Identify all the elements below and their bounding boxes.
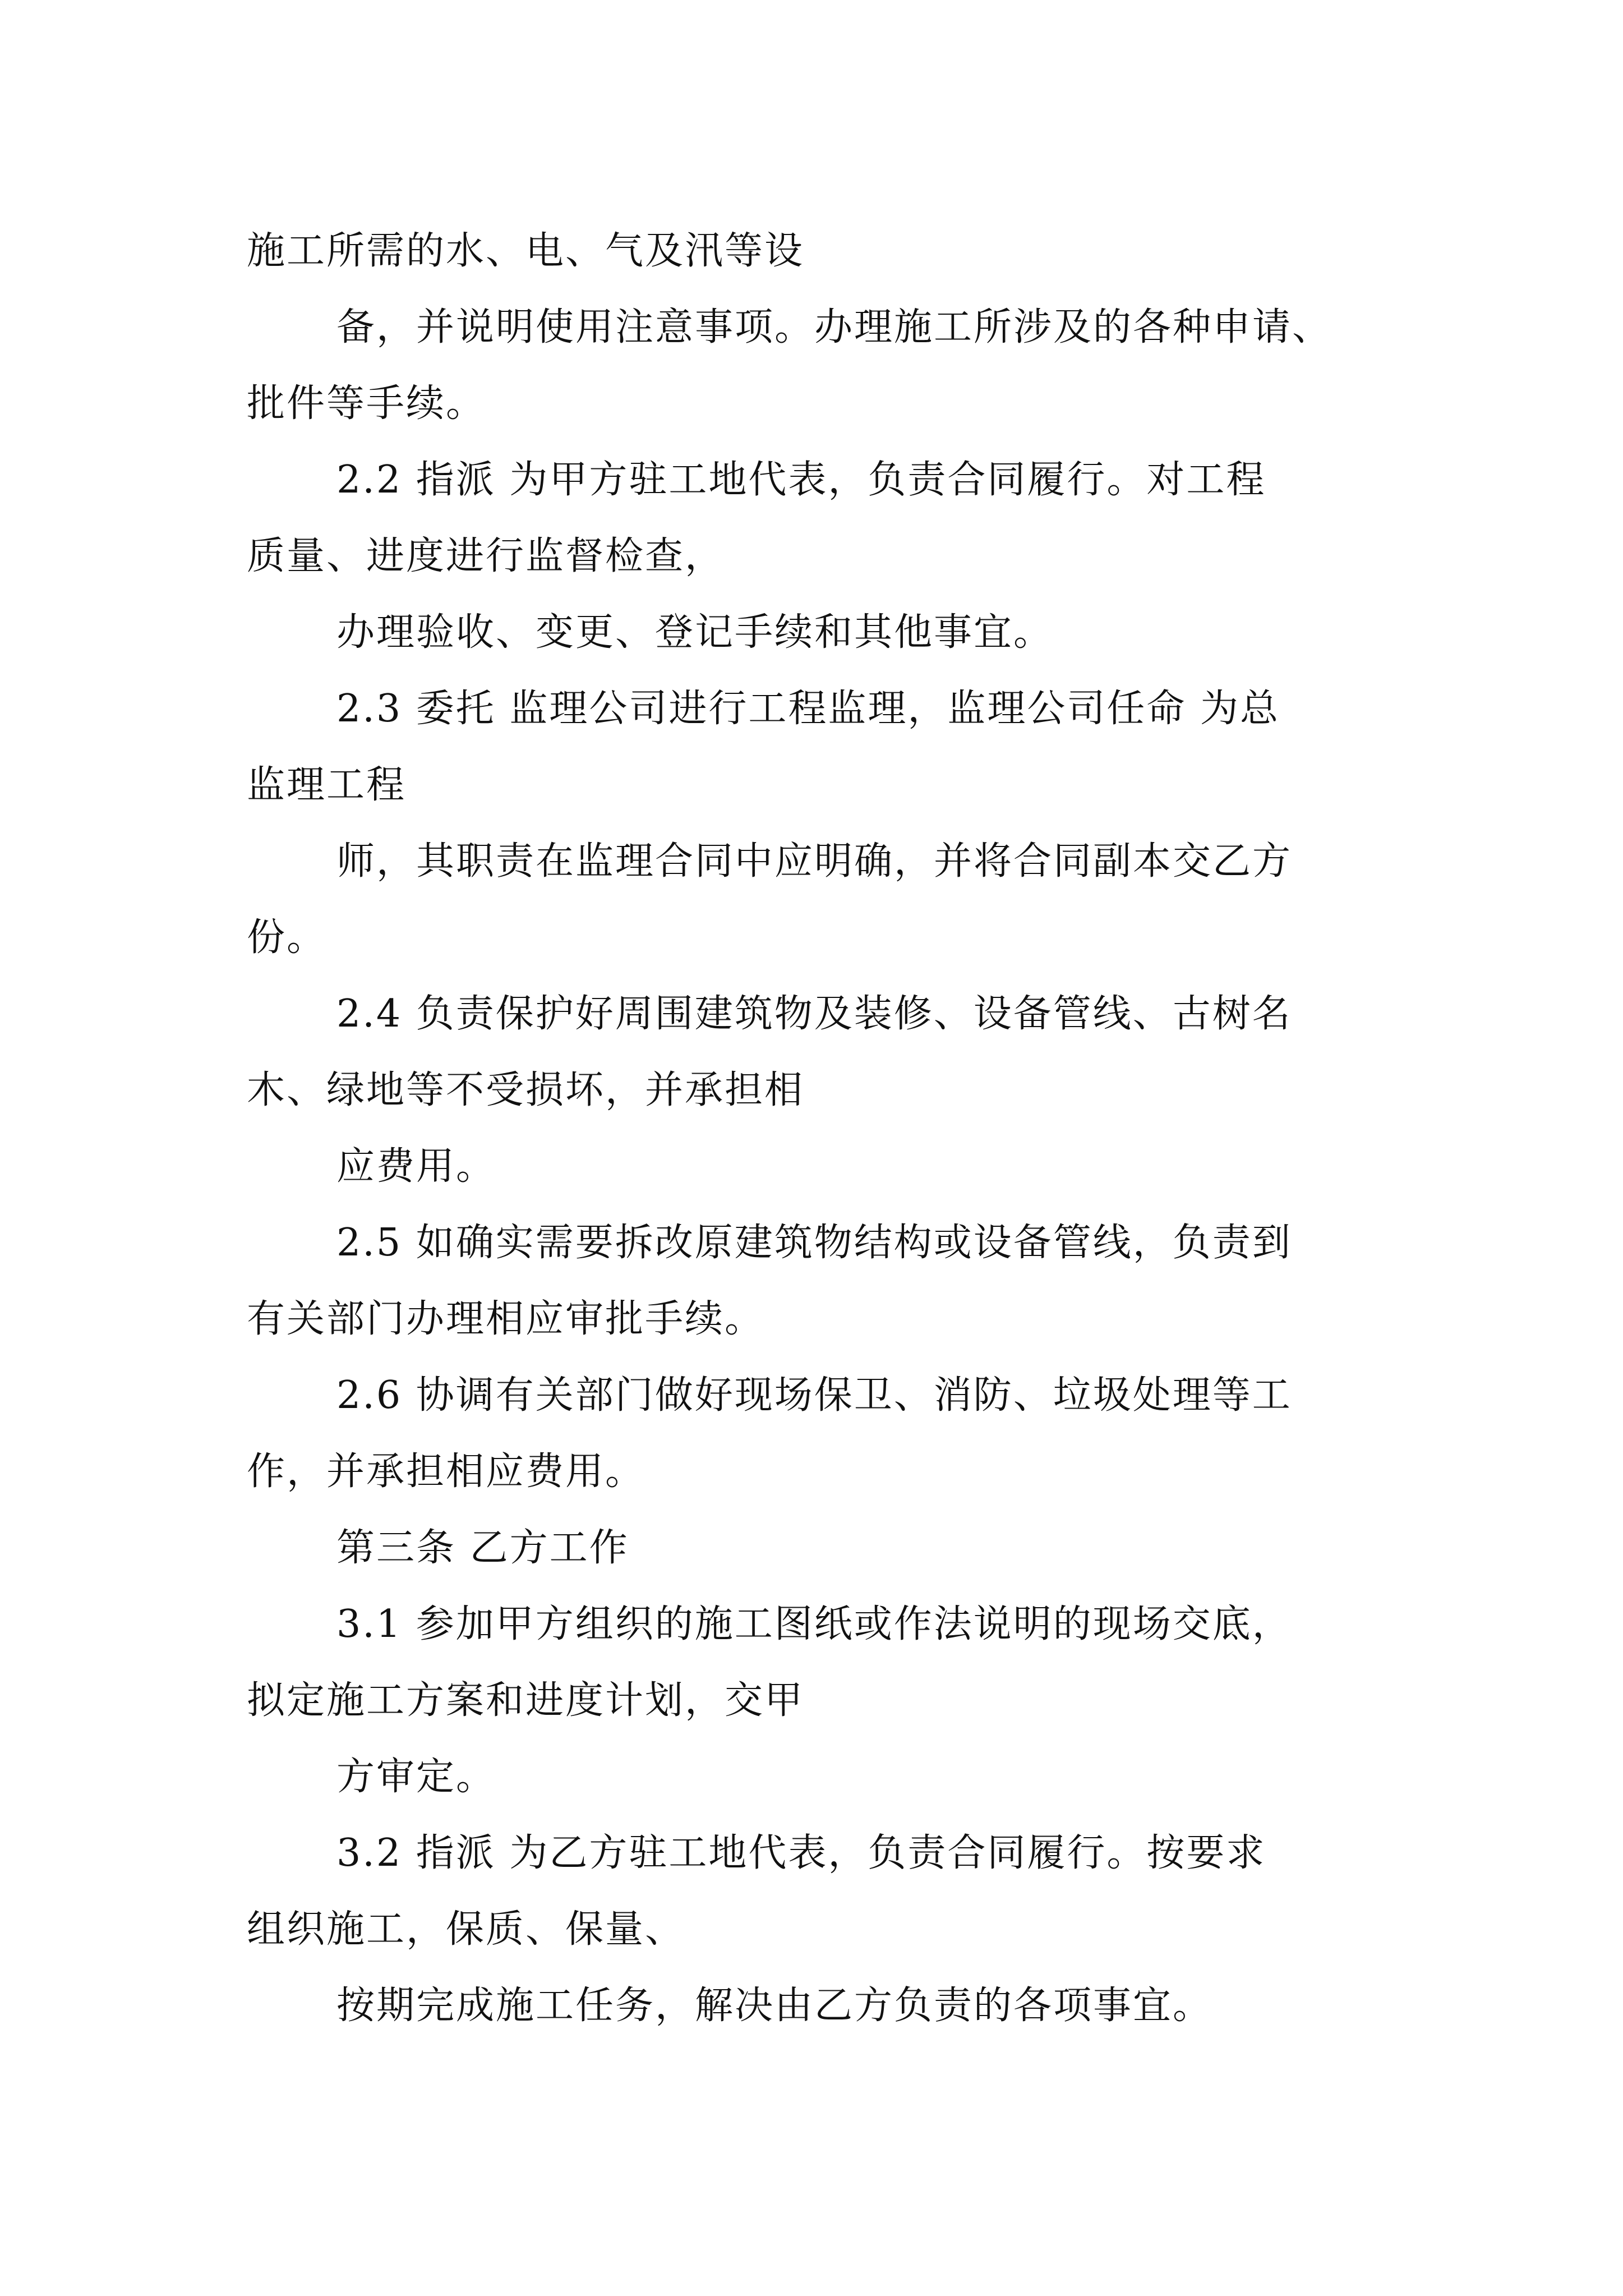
text-line: 份。 <box>247 915 327 960</box>
text-line: 拟定施工方案和进度计划，交甲 <box>247 1678 805 1723</box>
text-line: 按期完成施工任务，解决由乙方负责的各项事宜。 <box>336 1984 1213 2028</box>
text-line: 2.6 协调有关部门做好现场保卫、消防、垃圾处理等工 <box>336 1373 1292 1418</box>
text-line: 2.4 负责保护好周围建筑物及装修、设备管线、古树名 <box>336 992 1292 1036</box>
text-line: 3.1 参加甲方组织的施工图纸或作法说明的现场交底， <box>336 1602 1292 1646</box>
text-line: 3.2 指派 为乙方驻工地代表，负责合同履行。按要求 <box>336 1831 1266 1875</box>
text-line: 质量、进度进行监督检查， <box>247 534 725 578</box>
text-line: 作，并承担相应费用。 <box>247 1450 645 1494</box>
text-line: 木、绿地等不受损坏，并承担相 <box>247 1068 805 1112</box>
text-line: 2.5 如确实需要拆改原建筑物结构或设备管线，负责到 <box>336 1221 1292 1265</box>
text-line: 有关部门办理相应审批手续。 <box>247 1297 765 1341</box>
document-body <box>247 213 1391 2044</box>
text-line: 批件等手续。 <box>247 381 486 426</box>
text-line: 组织施工，保质、保量、 <box>247 1907 685 1952</box>
text-line: 监理工程 <box>247 763 407 807</box>
text-line: 2.3 委托 监理公司进行工程监理，监理公司任命 为总 <box>336 687 1280 731</box>
text-line: 方审定。 <box>336 1755 496 1799</box>
text-line: 师，其职责在监理合同中应明确，并将合同副本交乙方 <box>336 839 1293 884</box>
text-line: 施工所需的水、电、气及汛等设 <box>247 229 805 273</box>
text-line: 第三条 乙方工作 <box>336 1526 629 1570</box>
text-line: 办理验收、变更、登记手续和其他事宜。 <box>336 610 1054 655</box>
text-line: 备，并说明使用注意事项。办理施工所涉及的各种申请、 <box>336 305 1332 349</box>
text-line: 2.2 指派 为甲方驻工地代表，负责合同履行。对工程 <box>336 458 1266 502</box>
text-line: 应费用。 <box>336 1144 496 1189</box>
